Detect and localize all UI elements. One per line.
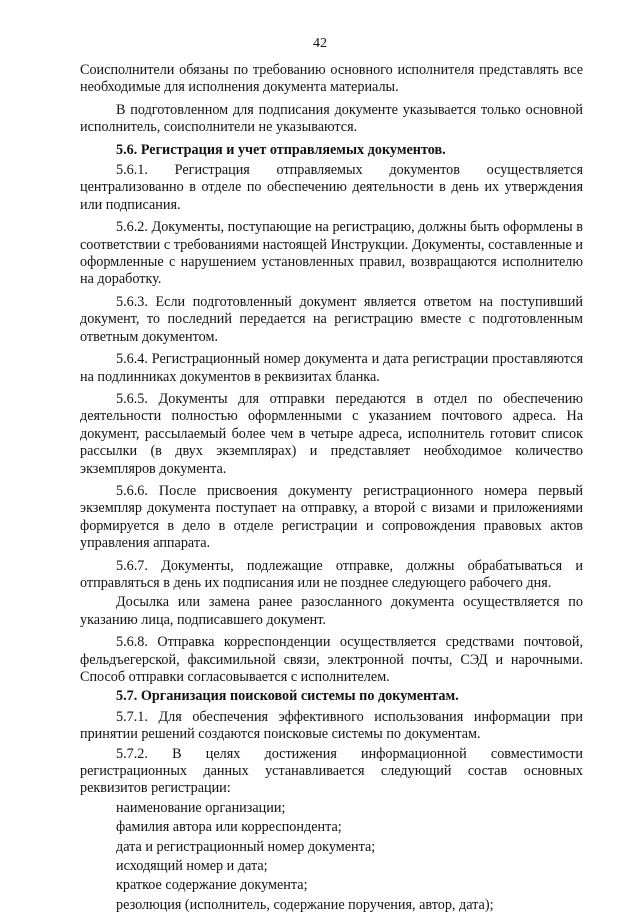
- page-number: 42: [313, 36, 327, 51]
- list-item: наименование организации;: [116, 799, 286, 816]
- paragraph-5-7-1: 5.7.1. Для обеспечения эффективного использования информации при принятии решений создаются поисковые системы по документам.: [80, 708, 583, 743]
- paragraph-5-6-2: 5.6.2. Документы, поступающие на регистрацию, должны быть оформлены в соответствии с требованиями настоящей Инструкции. Документы, составленные и оформленные с нарушением установленных правил, возвращаются исполнителю на доработку.: [80, 219, 583, 288]
- paragraph-5-6-7: 5.6.7. Документы, подлежащие отправке, должны обрабатываться и отправляться в день их подписания или не позднее следующего рабочего дня.: [80, 557, 583, 591]
- list-item: резолюция (исполнитель, содержание поручения, автор, дата);: [116, 896, 494, 913]
- paragraph-5-6-6: 5.6.6. После присвоения документу регистрационного номера первый экземпляр документа поступает на отправку, а второй с визами и приложениями формируется в дело в отделе регистрации и сопровождения правовых актов управления аппарата.: [80, 482, 583, 552]
- paragraph-5-6-5: 5.6.5. Документы для отправки передаются в отдел по обеспечению деятельности полностью оформленными с указанием почтового адреса. На документ, рассылаемый более чем в четыре адреса, исполнитель готовит список рассылки (в двух экземплярах) и представляет необходимое количество экземпляров документа.: [80, 390, 583, 477]
- paragraph-intro: Соисполнители обязаны по требованию основного исполнителя представлять все необходимые для исполнения документа материалы.: [80, 62, 583, 96]
- list-item: фамилия автора или корреспондента;: [116, 819, 342, 836]
- paragraph-resend: Досылка или замена ранее разосланного документа осуществляется по указанию лица, подписавшего документ.: [80, 594, 583, 628]
- paragraph-main-executor: В подготовленном для подписания документе указывается только основной исполнитель, соисполнители не указываются.: [80, 101, 583, 136]
- requisites-list: [80, 800, 583, 914]
- paragraph-5-6-3: 5.6.3. Если подготовленный документ является ответом на поступивший документ, то последний передается на регистрацию вместе с подготовленным ответным документом.: [80, 293, 583, 345]
- paragraph-5-6-4: 5.6.4. Регистрационный номер документа и дата регистрации проставляются на подлинниках документов в реквизитах бланка.: [80, 351, 583, 385]
- paragraph-5-6-1: 5.6.1. Регистрация отправляемых документов осуществляется централизованно в отделе по обеспечению деятельности в день их утверждения или подписания.: [80, 162, 583, 213]
- section-heading-5-7: 5.7. Организация поисковой системы по документам.: [116, 688, 459, 705]
- document-body: [80, 62, 583, 916]
- list-item: краткое содержание документа;: [116, 877, 308, 894]
- paragraph-5-7-2: 5.7.2. В целях достижения информационной совместимости регистрационных данных устанавливается следующий состав основных реквизитов регистрации:: [80, 745, 583, 797]
- paragraph-5-6-8: 5.6.8. Отправка корреспонденции осуществляется средствами почтовой, фельдъегерской, факсимильной связи, электронной почты, СЭД и нарочными. Способ отправки согласовывается с исполнителем.: [80, 634, 583, 685]
- list-item: исходящий номер и дата;: [116, 858, 268, 875]
- list-item: дата и регистрационный номер документа;: [116, 838, 376, 855]
- section-heading-5-6: 5.6. Регистрация и учет отправляемых документов.: [116, 141, 446, 158]
